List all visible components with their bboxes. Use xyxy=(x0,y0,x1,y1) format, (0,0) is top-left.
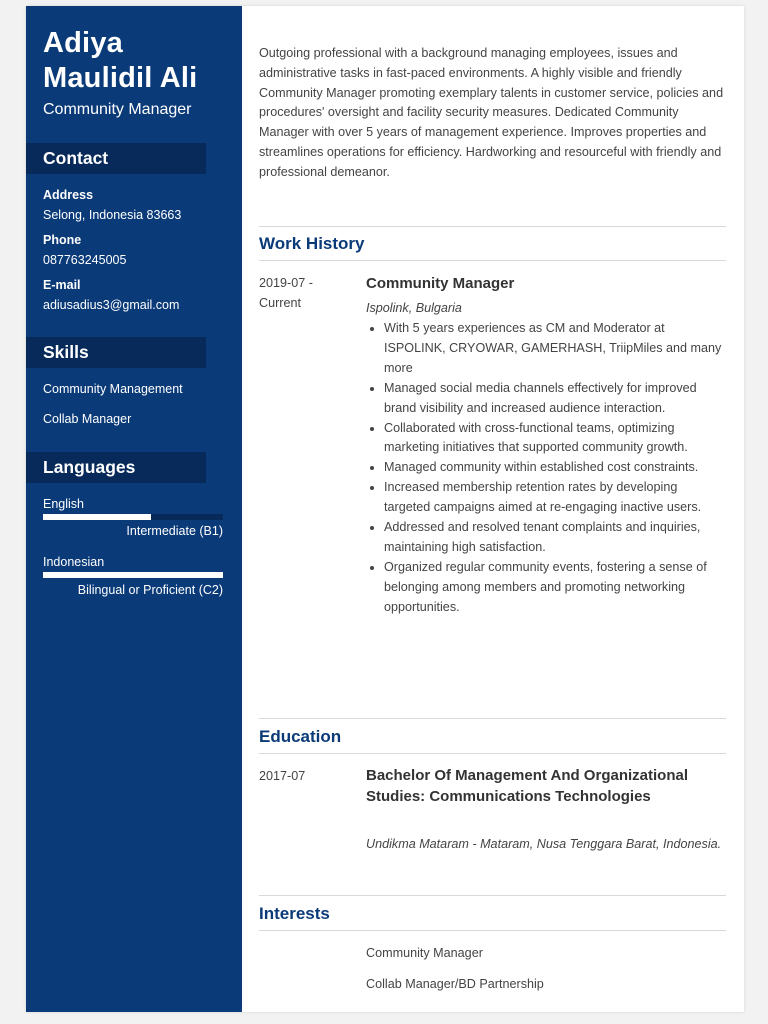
section-divider xyxy=(259,226,726,227)
language-level: Bilingual or Proficient (C2) xyxy=(77,583,223,597)
address-label: Address xyxy=(43,188,94,202)
education-date: 2017-07 xyxy=(259,769,306,783)
job-bullet-list xyxy=(366,319,726,618)
list-item: • Managed community within established cost constraints. xyxy=(384,458,726,478)
interests-heading: Interests xyxy=(259,904,726,931)
list-item: • With 5 years experiences as CM and Moderator at ISPOLINK, CRYOWAR, GAMERHASH, TriipMiles and many more xyxy=(384,319,726,379)
phone-value: 087763245005 xyxy=(43,253,127,267)
skill-item: Community Management xyxy=(43,382,183,396)
interest-item: Community Manager xyxy=(366,946,483,960)
language-proficiency-fill xyxy=(43,514,151,520)
contact-heading: Contact xyxy=(26,143,206,174)
skill-item: Collab Manager xyxy=(43,412,132,426)
section-divider xyxy=(259,718,726,719)
language-proficiency-bar xyxy=(43,572,223,578)
language-level: Intermediate (B1) xyxy=(126,524,223,538)
section-divider xyxy=(259,895,726,896)
job-date-end: Current xyxy=(259,296,301,310)
candidate-name: Adiya Maulidil Ali xyxy=(43,27,198,94)
interest-item: Collab Manager/BD Partnership xyxy=(366,977,544,991)
phone-label: Phone xyxy=(43,233,82,247)
education-school: Undikma Mataram - Mataram, Nusa Tenggara Barat, Indonesia. xyxy=(366,837,722,851)
main-content xyxy=(259,6,726,1012)
skills-heading: Skills xyxy=(26,337,206,368)
language-proficiency-fill xyxy=(43,572,223,578)
professional-summary: Outgoing professional with a background managing employees, issues and administrative tasks in fast-paced environments. A highly visible and friendly Community Manager promoting exemplary talents in customer service, policies and procedures' oversight and facility security measures. Dedicated Community Manager with over 5 years of management experience. Improves properties and streamlines operations for efficiency. Hardworking and resourceful with friendly and professional demeanor. xyxy=(259,46,724,179)
languages-heading: Languages xyxy=(26,452,206,483)
sidebar xyxy=(26,6,242,1012)
language-proficiency-bar xyxy=(43,514,223,520)
list-item: • Increased membership retention rates by developing targeted campaigns aimed at re-engaging inactive users. xyxy=(384,478,726,518)
address-value: Selong, Indonesia 83663 xyxy=(43,208,182,222)
job-date-start: 2019-07 - xyxy=(259,276,313,290)
work-history-heading: Work History xyxy=(259,234,726,261)
job-company: Ispolink, Bulgaria xyxy=(366,301,462,315)
language-name: English xyxy=(43,497,84,511)
education-degree: Bachelor Of Management And Organizational Studies: Communications Technologies xyxy=(366,767,688,805)
education-heading: Education xyxy=(259,727,726,754)
job-title: Community Manager xyxy=(366,275,515,292)
list-item: • Addressed and resolved tenant complaints and inquiries, maintaining high satisfaction. xyxy=(384,518,726,558)
list-item: • Managed social media channels effectively for improved brand visibility and increased audience interaction. xyxy=(384,379,726,419)
list-item: • Organized regular community events, fostering a sense of belonging among members and promoting networking opportunities. xyxy=(384,558,726,618)
candidate-title: Community Manager xyxy=(43,101,192,118)
email-value[interactable]: adiusadius3@gmail.com xyxy=(43,298,180,312)
language-name: Indonesian xyxy=(43,555,105,569)
list-item: • Collaborated with cross-functional teams, optimizing marketing initiatives that supported community growth. xyxy=(384,419,726,459)
resume-page xyxy=(26,6,744,1012)
email-label: E-mail xyxy=(43,278,81,292)
